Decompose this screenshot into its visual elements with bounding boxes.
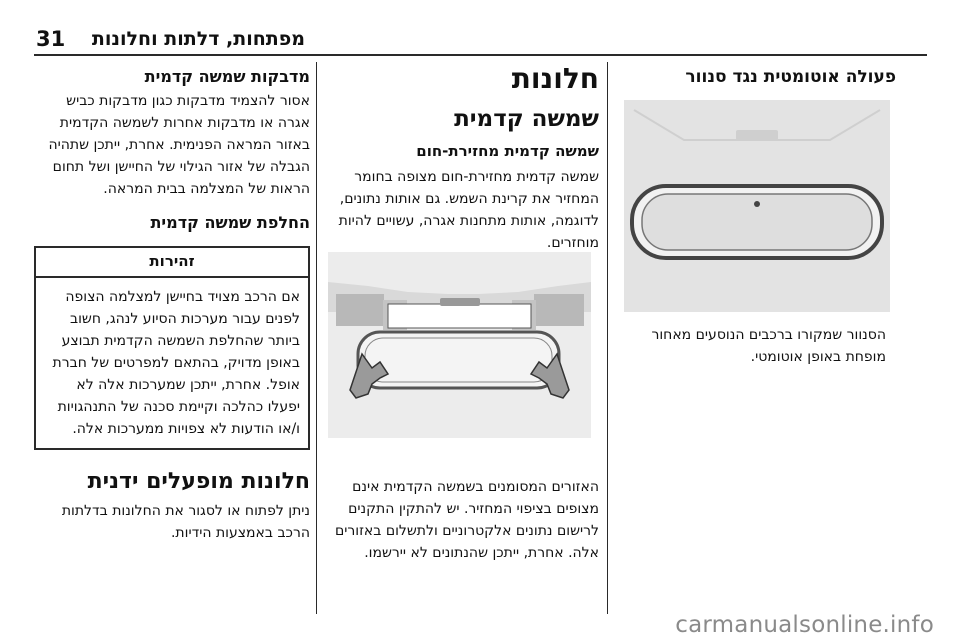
warning-box: [34, 246, 310, 450]
warning-text: אם הרכב מצויד בחיישן למצלמה הצופה לפנים עבור מערכות הסיוע לנהג, חשוב ביותר שהחלפת השמשה הקדמית תבוצע באופן מדויק, בהתאם למפרטים של חברת אופל. אחרת, ייתכן שמערכות אלה לא יפעלו כהלכה וקיימת סכנה של התנהגויות ו/או הודעות לא צפויות ממערכות אלה.: [52, 289, 300, 437]
right-figure-caption-wrap: [616, 324, 886, 368]
left-column: [34, 62, 310, 544]
middle-column: [324, 62, 599, 254]
column-divider-left: [316, 62, 317, 614]
page-header-title: מפתחות, דלתות וחלונות: [91, 28, 305, 50]
light-sensor-icon: [754, 201, 760, 207]
page-number: 31: [36, 27, 66, 51]
warning-title: זהירות: [36, 248, 308, 278]
heat-reflective-text: שמשה קדמית מחזירת-חום מצופה בחומר המחזיר את קרינת השמש. גם אותות נתונים, לדוגמה, אותות מתחנות אגרה, עשויים להיות מוחזרים.: [338, 169, 599, 251]
column-divider-right: [607, 62, 608, 614]
windshield-heading: שמשה קדמית: [454, 106, 599, 132]
heat-reflective-heading: שמשה קדמית מחזירת-חום: [416, 142, 599, 160]
rearview-mirror-figure: [624, 100, 890, 312]
windows-heading: חלונות: [511, 62, 599, 95]
anti-glare-heading: פעולה אוטומטית נגד סנוור: [685, 67, 896, 87]
right-column: [616, 62, 896, 90]
header-rule: [34, 54, 927, 56]
right-figure-caption: הסנוור שמקורו ברכבים הנוסעים מאחור מופחת באופן אוטומטי.: [651, 327, 886, 365]
manual-windows-text: ניתן לפתוח או לסגור את החלונות בדלתות הרכב באמצעות הידיות.: [61, 503, 310, 541]
manual-windows-heading: חלונות מופעלים ידנית: [87, 469, 310, 494]
middle-figure-caption: האזורים המסומנים בשמשה הקדמית אינם מצופים בציפוי המחזיר. יש להתקין התקנים לרישום נתונים אלקטרוניים ולתשלום באזורים אלה. אחרת, ייתכן שהנתונים לא יירשמו.: [334, 479, 599, 561]
stickers-text: אסור להצמיד מדבקות כגון מדבקות כביש אגרה או מדבקות אחרות לשמשה הקדמית באזור המראה הפנימית. אחרת, ייתכן שתהיה הגבלה של אזור הגילוי של החיישן ושל תחום הראות של המצלמה בבית המראה.: [48, 93, 310, 197]
middle-figure-caption-wrap: [324, 476, 599, 564]
stickers-heading: מדבקות שמשה קדמית: [144, 67, 310, 86]
replacement-heading: החלפת שמשה קדמית: [150, 213, 310, 232]
windshield-marked-areas-figure: [328, 252, 591, 438]
watermark: carmanualsonline.info: [675, 612, 934, 638]
